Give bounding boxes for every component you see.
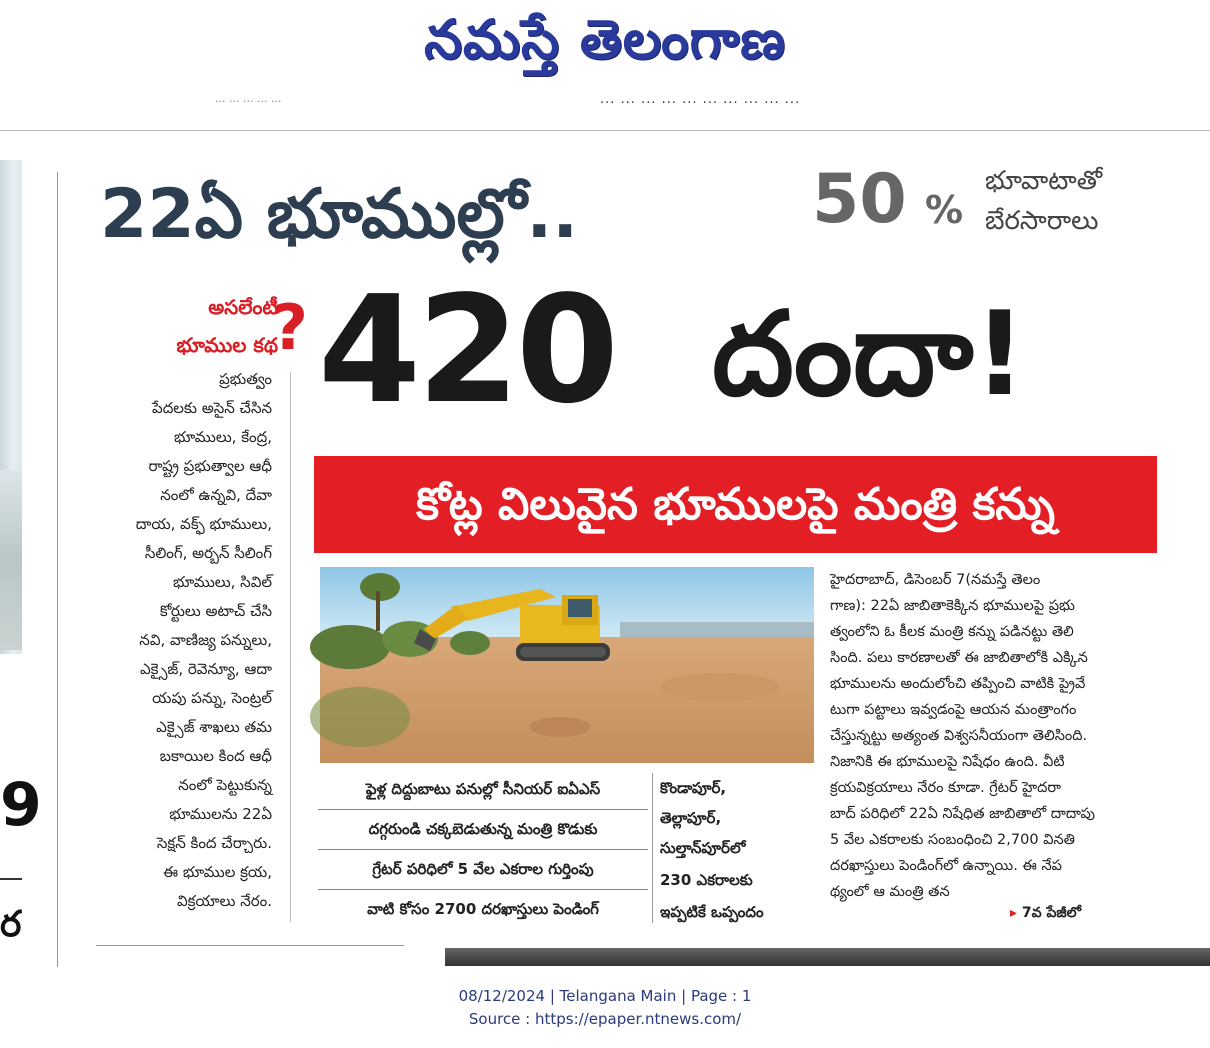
sidebar-line: రాష్ట్ర ప్రభుత్వాల ఆధీ: [148, 457, 272, 475]
teaser-strip: [0, 90, 1210, 114]
highlight2-line: 230 ఎకరాలకు: [660, 871, 753, 889]
teaser-left: ... ... ... ... ...: [215, 92, 282, 105]
article-line: 5 వేల ఎకరాలకు సంబంధించి 2,700 వినతి: [830, 832, 1075, 848]
sidebar-line: కోర్టులు అటాచ్ చేసి: [159, 602, 272, 620]
highlight-points: [318, 773, 648, 933]
highlight-divider: [318, 809, 648, 810]
main-headline-word: దందా!: [712, 287, 1027, 422]
sidebar-line: సీలింగ్, అర్బన్ సీలింగ్: [144, 544, 272, 562]
stat-caption-line2: బేరసారాలు: [985, 206, 1099, 236]
sidebar-line: విక్రయాలు నేరం.: [177, 892, 272, 910]
adjacent-photo-edge: [0, 160, 22, 654]
article-line: క్రయవిక్రయాలు నేరం కూడా. గ్రేటర్ హైదరా: [830, 780, 1061, 796]
stat-value: 50: [812, 160, 907, 239]
continued-text: 7వ పేజీలో: [1021, 905, 1082, 921]
article-line: బాద్ పరిధిలో 22ఏ నిషేధిత జాబితాలో దాదాపు: [830, 806, 1095, 822]
adjacent-headline-fragment: 9: [0, 770, 42, 840]
source-link[interactable]: Source : https://epaper.ntnews.com/: [468, 1010, 742, 1028]
sidebar-line: సెక్షన్ కింద చేర్చారు.: [156, 834, 272, 852]
highlight-item: ఫైళ్ల దిద్దుబాటు పనుల్లో సీనియర్ ఐఏఎస్: [365, 780, 601, 798]
bottom-divider: [96, 945, 404, 946]
column-divider: [57, 172, 58, 967]
article-line: దరఖాస్తులు పెండింగ్‌లో ఉన్నాయి. ఈ నేప: [830, 858, 1062, 874]
sidebar-line: బకాయిల కింద ఆధీ: [159, 747, 272, 765]
teaser-right: ... ... ... ... ... ... ... ... ... ...: [600, 92, 801, 107]
masthead: [0, 0, 1210, 80]
highlight-item: వాటి కోసం 2700 దరఖాస్తులు పెండింగ్: [367, 900, 599, 918]
headline-kicker: 22ఏ భూముల్లో..: [100, 175, 579, 254]
sidebar-kicker-line2: భూముల కథ: [176, 333, 278, 357]
sidebar-line: ఎక్సైజ్, రెవెన్యూ, ఆదా: [140, 660, 272, 678]
article-line: నిజానికి ఈ భూములపై నిషేధం ఉంది. వీటి: [830, 754, 1065, 770]
article-line: త్వంలోని ఓ కీలక మంత్రి కన్ను పడినట్టు తెలి: [830, 624, 1074, 640]
excavator-photo: [320, 567, 814, 763]
article-body: [830, 567, 1165, 927]
question-mark-icon: ?: [272, 291, 308, 364]
highlight-divider-vertical: [652, 773, 653, 923]
subheadline-banner: [314, 456, 1157, 553]
sidebar-line: నంలో పెట్టుకున్న: [178, 776, 272, 794]
sidebar-line: ఎక్సైజ్ శాఖలు తమ: [156, 718, 272, 736]
article-line: భూములను అందులోంచి తప్పించి వాటికి ప్రైవే: [830, 676, 1086, 692]
sidebar-text: [100, 366, 280, 926]
bottom-shade-bar: [445, 948, 1210, 966]
sidebar-line: ఈ భూముల క్రయ,: [163, 863, 272, 881]
sidebar-line: ప్రభుత్వం: [219, 370, 272, 388]
highlight-divider: [318, 849, 648, 850]
continued-on-page-link[interactable]: [1010, 901, 1130, 926]
highlight2-line: ఇప్పటికే ఒప్పందం: [660, 903, 764, 921]
sidebar-kicker-line1: అసలేంటీ: [208, 295, 278, 319]
highlight-item: గ్రేటర్ పరిధిలో 5 వేల ఎకరాల గుర్తింపు: [372, 860, 594, 878]
page-caption: 08/12/2024 | Telangana Main | Page : 1: [458, 987, 752, 1005]
stat-unit: %: [925, 188, 964, 232]
highlight-divider: [318, 889, 648, 890]
article-line: సింది. పలు కారణాలతో ఈ జాబితాలోకి ఎక్కిన: [830, 650, 1088, 666]
top-divider: [0, 130, 1210, 131]
main-headline-number: 420: [318, 264, 615, 436]
sidebar-line: భూములను 22ఏ: [169, 805, 272, 823]
sidebar-line: భూములు, కేంద్ర,: [173, 428, 272, 446]
sidebar-line: నవి, వాణిజ్య పన్నులు,: [139, 631, 272, 649]
article-line: గాణ): 22ఏ జాబితాకెక్కిన భూములపై ప్రభు: [830, 598, 1075, 614]
adjacent-rule: [0, 878, 22, 880]
sidebar-line: నంలో ఉన్నవి, దేవా: [160, 486, 272, 504]
highlight2-line: తెల్లాపూర్,: [660, 809, 722, 827]
article-line: హైదరాబాద్, డిసెంబర్ 7(నమస్తే తెలం: [830, 572, 1041, 588]
stat-caption-line1: భూవాటాతో: [985, 166, 1103, 196]
sidebar-line: పేదలకు అసైన్ చేసిన: [152, 399, 272, 417]
highlight2-line: సుల్తాన్‌పూర్‌లో: [660, 839, 746, 857]
article-line: టుగా పట్టాలు ఇవ్వడంపై ఆయన మంత్రాంగం: [830, 702, 1077, 718]
highlight-points-2: [660, 773, 820, 923]
triangle-right-icon: ▸: [1010, 905, 1018, 921]
sidebar-line: భూములు, సివిల్: [172, 573, 272, 591]
masthead-title: నమస్తే తెలంగాణ: [424, 7, 786, 71]
sidebar-divider: [290, 372, 291, 922]
highlight-item: దగ్గరుండి చక్కబెడుతున్న మంత్రి కొడుకు: [368, 820, 598, 838]
article-line: థ్యంలో ఆ మంత్రి తన: [830, 884, 950, 900]
highlight2-line: కొండాపూర్,: [660, 779, 727, 797]
adjacent-headline-fragment-2: ర: [0, 904, 22, 945]
sidebar-line: దాయ, వక్ఫ్ భూములు,: [135, 515, 272, 533]
sidebar-line: యపు పన్ను, సెంట్రల్: [152, 689, 272, 707]
subheadline-text: కోట్ల విలువైన భూములపై మంత్రి కన్ను: [416, 479, 1055, 530]
article-line: చేస్తున్నట్టు అత్యంత విశ్వసనీయంగా తెలిసింది.: [830, 728, 1088, 744]
